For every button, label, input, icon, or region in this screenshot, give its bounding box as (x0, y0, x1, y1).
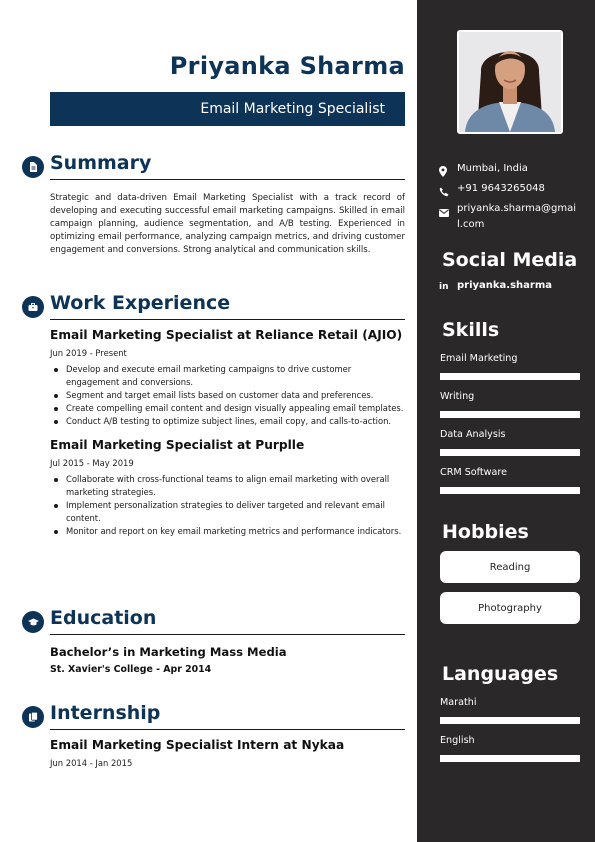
job-title-text: Email Marketing Specialist at Purplle (50, 438, 305, 452)
job-bullet: Segment and target email lists based on customer data and preferences. (50, 389, 405, 402)
candidate-name: Priyanka Sharma (169, 52, 405, 80)
location-pin-icon (439, 161, 457, 181)
hobby-chip: Reading (440, 551, 580, 583)
job-entry (50, 328, 405, 428)
job-bullet: Implement personalization strategies to deliver targeted and relevant email content. (50, 499, 405, 525)
work-header (22, 294, 405, 320)
contact-email (439, 201, 577, 233)
languages-heading: Languages (442, 663, 559, 685)
document-icon (22, 156, 44, 178)
job-dates: Jul 2015 - May 2019 (50, 458, 134, 468)
language-bar-fill (440, 755, 580, 762)
internship-entry (50, 738, 405, 768)
summary-text: Strategic and data-driven Email Marketing Specialist with a track record of developing and executing successful email marketing campaigns. Skilled in email campaign planning, audience segmentation, and A/B testing. Experienced in optimizing email performance, analyzing campaign metrics, and driving customer engagement and conversions. Strong analytical and communication skills. (50, 193, 405, 255)
summary-heading: Summary (50, 152, 152, 174)
skill-name: Data Analysis (440, 429, 506, 440)
skill-bar-fill (440, 449, 580, 456)
skill-name: Writing (440, 391, 475, 402)
language-bar (440, 717, 580, 724)
skill-bar (440, 449, 580, 456)
skill-bar-fill (440, 487, 580, 494)
summary-divider (50, 179, 405, 180)
job-bullet: Collaborate with cross-functional teams to align email marketing with overall marketing strategies. (50, 473, 405, 499)
skill-bar (440, 411, 580, 418)
education-header (22, 609, 405, 635)
summary-header (22, 154, 405, 180)
hobbies-heading: Hobbies (442, 521, 529, 543)
job-title-text: Email Marketing Specialist at Reliance Retail (AJIO) (50, 328, 403, 342)
briefcase-icon (22, 296, 44, 318)
job-bullets (50, 473, 405, 538)
job-entry (50, 438, 405, 538)
work-divider (50, 319, 405, 320)
location-text: Mumbai, India (457, 163, 528, 174)
skill-bar-fill (440, 373, 580, 380)
language-name: Marathi (440, 697, 477, 708)
education-degree: Bachelor’s in Marketing Mass Media (50, 645, 287, 659)
education-section (22, 609, 405, 675)
language-bar (440, 755, 580, 762)
sidebar (417, 0, 595, 842)
job-title-banner (50, 92, 405, 126)
social-heading: Social Media (442, 249, 578, 271)
language-name: English (440, 735, 475, 746)
profile-photo (457, 30, 563, 134)
social-linkedin (439, 278, 577, 295)
email-text: priyanka.sharma@gmail.com (457, 203, 577, 230)
job-bullet: Conduct A/B testing to optimize subject lines, email copy, and calls-to-action. (50, 415, 405, 428)
skill-name: Email Marketing (440, 353, 518, 364)
job-bullet: Create compelling email content and design visually appealing email templates. (50, 402, 405, 415)
work-section (22, 294, 405, 538)
envelope-icon (439, 201, 457, 233)
linkedin-handle: priyanka.sharma (457, 280, 553, 291)
contact-phone (439, 181, 577, 201)
contact-location (439, 161, 577, 181)
internship-header (22, 704, 405, 730)
clipboard-icon (22, 706, 44, 728)
internship-divider (50, 729, 405, 730)
phone-text: +91 9643265048 (457, 183, 545, 194)
education-heading: Education (50, 607, 157, 629)
job-bullet: Develop and execute email marketing campaigns to drive customer engagement and conversions. (50, 363, 405, 389)
job-dates: Jun 2019 - Present (50, 348, 127, 358)
phone-icon (439, 181, 457, 201)
job-bullet: Monitor and report on key email marketing metrics and performance indicators. (50, 525, 405, 538)
internship-section (22, 704, 405, 768)
skills-heading: Skills (442, 319, 500, 341)
hobby-chip: Photography (440, 592, 580, 624)
internship-dates: Jun 2014 - Jan 2015 (50, 758, 133, 768)
work-heading: Work Experience (50, 292, 231, 314)
job-bullets (50, 363, 405, 428)
education-divider (50, 634, 405, 635)
internship-title: Email Marketing Specialist Intern at Nykaa (50, 738, 345, 752)
internship-heading: Internship (50, 702, 161, 724)
linkedin-icon: in (439, 282, 449, 292)
skill-bar (440, 373, 580, 380)
summary-section (22, 154, 405, 257)
graduation-cap-icon (22, 611, 44, 633)
skill-bar (440, 487, 580, 494)
job-title: Email Marketing Specialist (200, 101, 385, 117)
skill-bar-fill (440, 411, 580, 418)
language-bar-fill (440, 717, 580, 724)
skill-name: CRM Software (440, 467, 507, 478)
education-school: St. Xavier's College - Apr 2014 (50, 664, 212, 675)
